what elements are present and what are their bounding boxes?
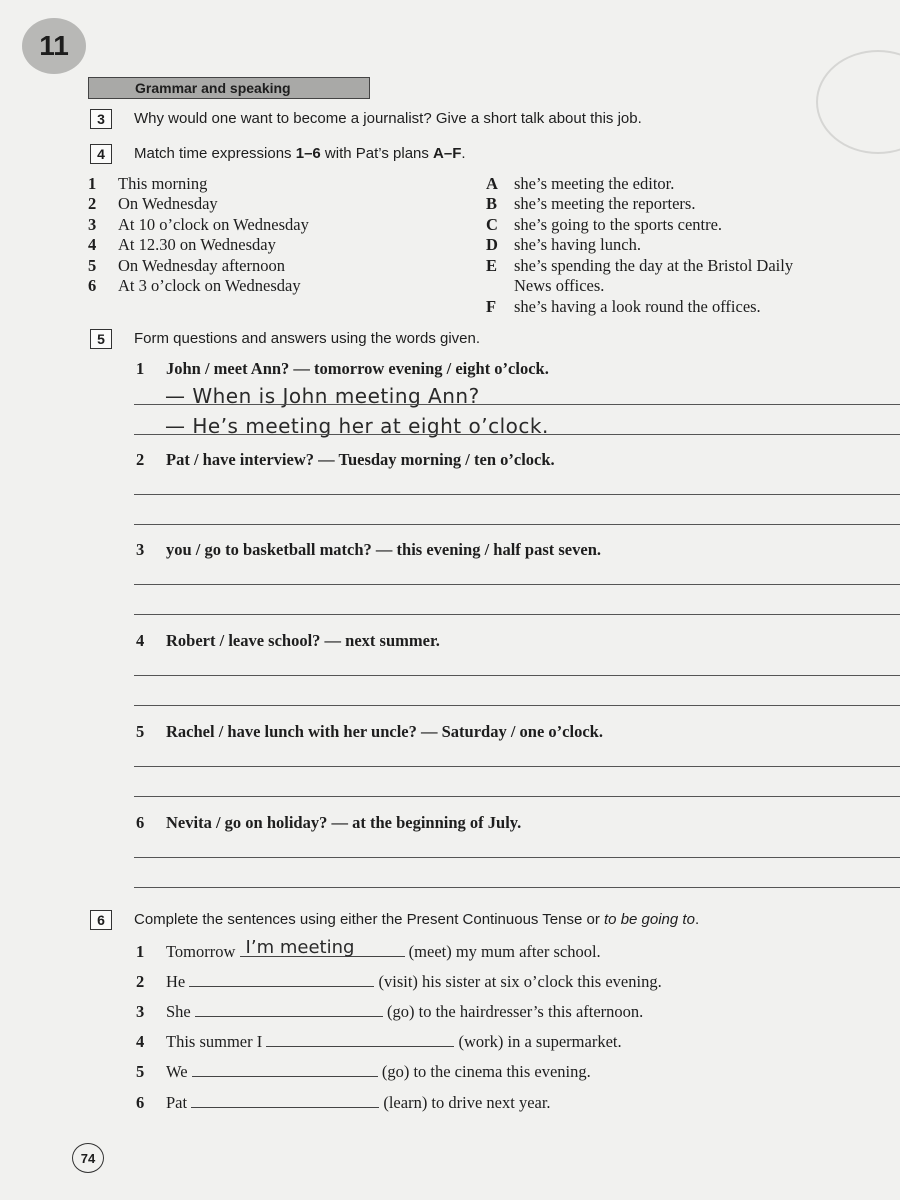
list-item: 5 On Wednesday afternoon [88, 256, 285, 275]
exercise-4-instruction: Match time expressions 1–6 with Pat’s plans A–F. [134, 145, 466, 162]
section-banner: Grammar and speaking [88, 77, 370, 99]
list-item: 2 On Wednesday [88, 194, 218, 213]
answer-line[interactable] [134, 524, 900, 525]
list-item: D she’s having lunch. [486, 235, 641, 254]
bleed-through-decoration [816, 50, 900, 154]
handwritten-answer: — When is John meeting Ann? [165, 384, 480, 408]
list-item: B she’s meeting the reporters. [486, 194, 696, 213]
exercise-5-instruction: Form questions and answers using the words given. [134, 330, 481, 347]
exercise-6-number: 6 [90, 910, 112, 930]
exercise-6-sentence-4: 4 This summer I (work) in a supermarket. [136, 1032, 622, 1051]
list-item: News offices. [514, 276, 605, 295]
answer-line[interactable] [134, 675, 900, 676]
answer-line[interactable] [134, 887, 900, 888]
answer-line[interactable] [134, 796, 900, 797]
list-item: 1 This morning [88, 174, 208, 193]
list-item: 4 At 12.30 on Wednesday [88, 235, 276, 254]
answer-line[interactable] [134, 857, 900, 858]
exercise-3-number: 3 [90, 109, 112, 129]
exercise-3-instruction: Why would one want to become a journalist? Give a short talk about this job. [134, 110, 642, 127]
exercise-5-question-1: 1 John / meet Ann? — tomorrow evening / eight o’clock. [136, 359, 549, 378]
exercise-6-sentence-5: 5 We (go) to the cinema this evening. [136, 1062, 591, 1081]
exercise-6-sentence-3: 3 She (go) to the hairdresser’s this afternoon. [136, 1002, 644, 1021]
list-item: 3 At 10 o’clock on Wednesday [88, 215, 309, 234]
list-item: E she’s spending the day at the Bristol Daily [486, 256, 794, 275]
exercise-5-question-2: 2 Pat / have interview? — Tuesday morning / ten o’clock. [136, 450, 555, 469]
answer-line[interactable] [134, 614, 900, 615]
answer-line[interactable] [134, 494, 900, 495]
exercise-6-sentence-2: 2 He (visit) his sister at six o’clock this evening. [136, 972, 662, 991]
exercise-6-sentence-6: 6 Pat (learn) to drive next year. [136, 1093, 551, 1112]
list-item: A she’s meeting the editor. [486, 174, 675, 193]
answer-line[interactable] [134, 705, 900, 706]
exercise-6-sentence-1: 1 Tomorrow I’m meeting (meet) my mum after school. [136, 937, 601, 961]
list-item: F she’s having a look round the offices. [486, 297, 761, 316]
list-item: C she’s going to the sports centre. [486, 215, 723, 234]
exercise-5-question-4: 4 Robert / leave school? — next summer. [136, 631, 440, 650]
exercise-5-question-6: 6 Nevita / go on holiday? — at the beginning of July. [136, 813, 522, 832]
answer-line[interactable] [134, 584, 900, 585]
answer-blank[interactable] [240, 937, 405, 958]
exercise-5-question-5: 5 Rachel / have lunch with her uncle? — Saturday / one o’clock. [136, 722, 603, 741]
answer-line[interactable] [134, 404, 900, 405]
exercise-6-instruction: Complete the sentences using either the Present Continuous Tense or to be going to. [134, 911, 700, 928]
answer-line[interactable] [134, 766, 900, 767]
answer-blank[interactable] [195, 1001, 383, 1017]
unit-number-badge: 11 [22, 18, 86, 74]
answer-blank[interactable] [266, 1031, 454, 1047]
exercise-5-question-3: 3 you / go to basketball match? — this evening / half past seven. [136, 540, 601, 559]
exercise-4-number: 4 [90, 144, 112, 164]
answer-blank[interactable] [191, 1092, 379, 1108]
list-item: 6 At 3 o’clock on Wednesday [88, 276, 301, 295]
exercise-5-number: 5 [90, 329, 112, 349]
answer-blank[interactable] [189, 971, 374, 987]
page-number: 74 [72, 1143, 104, 1173]
answer-blank[interactable] [192, 1061, 378, 1077]
handwritten-answer: I’m meeting [245, 937, 355, 958]
answer-line[interactable] [134, 434, 900, 435]
handwritten-answer: — He’s meeting her at eight o’clock. [165, 414, 549, 438]
